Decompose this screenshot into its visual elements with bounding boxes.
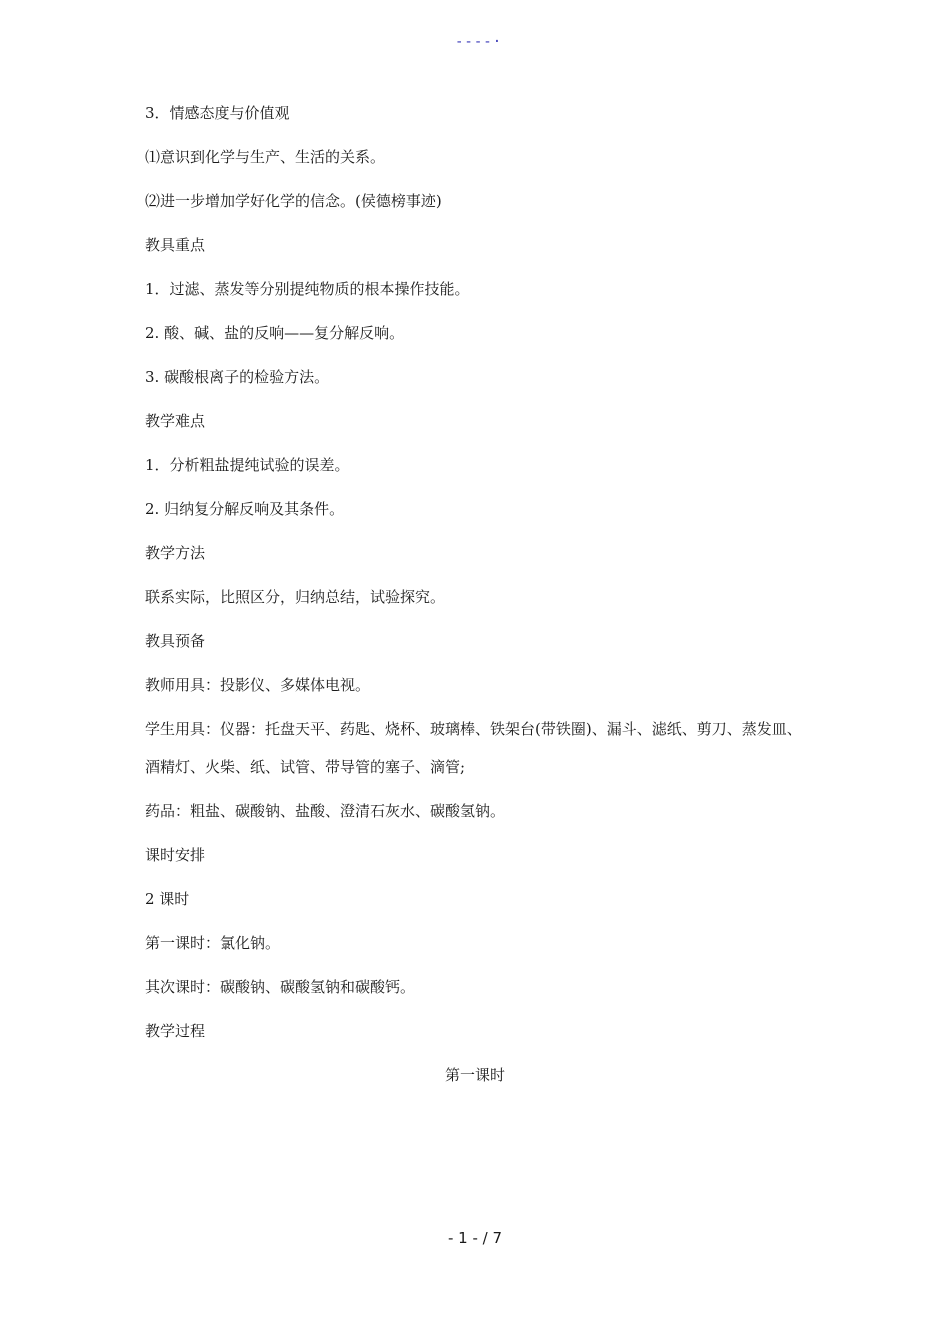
heading-difficulties: 教学难点 xyxy=(145,412,206,430)
heading-preparation: 教具预备 xyxy=(145,632,206,650)
lesson-1: 第一课时：氯化钠。 xyxy=(145,934,281,952)
reagents: 药品：粗盐、碳酸钠、盐酸、澄清石灰水、碳酸氢钠。 xyxy=(145,802,506,820)
heading-process: 教学过程 xyxy=(145,1022,206,1040)
section-heading-attitudes: 3．情感态度与价值观 xyxy=(145,104,290,122)
teacher-tools: 教师用具：投影仪、多媒体电视。 xyxy=(145,676,371,694)
header-mark: ----· xyxy=(455,34,503,50)
heading-key-points: 教具重点 xyxy=(145,236,206,254)
student-tools: 学生用具：仪器：托盘天平、药匙、烧杯、玻璃棒、铁架台(带铁圈)、漏斗、滤纸、剪刀、蒸发皿、酒精灯、火柴、纸、试管、带导管的塞子、滴管; xyxy=(145,720,802,776)
page-number: - 1 - / 7 xyxy=(447,1229,503,1247)
lesson-count: 2 课时 xyxy=(145,890,190,908)
difficulty-2: 2. 归纳复分解反响及其条件。 xyxy=(145,500,345,518)
lesson-2: 其次课时：碳酸钠、碳酸氢钠和碳酸钙。 xyxy=(145,978,416,996)
key-point-3: 3. 碳酸根离子的检验方法。 xyxy=(145,368,330,386)
methods-text: 联系实际，比照区分，归纳总结，试验探究。 xyxy=(145,588,446,606)
attitude-item-1: ⑴意识到化学与生产、生活的关系。 xyxy=(145,148,386,166)
subheading-first-lesson: 第一课时 xyxy=(444,1066,505,1084)
heading-schedule: 课时安排 xyxy=(145,846,206,864)
difficulty-1: 1．分析粗盐提纯试验的误差。 xyxy=(145,456,350,474)
heading-methods: 教学方法 xyxy=(145,544,206,562)
key-point-2: 2. 酸、碱、盐的反响——复分解反响。 xyxy=(145,324,405,342)
attitude-item-2: ⑵进一步增加学好化学的信念。(侯德榜事迹) xyxy=(145,192,442,210)
key-point-1: 1．过滤、蒸发等分别提纯物质的根本操作技能。 xyxy=(145,280,470,298)
document-body xyxy=(145,102,815,1108)
